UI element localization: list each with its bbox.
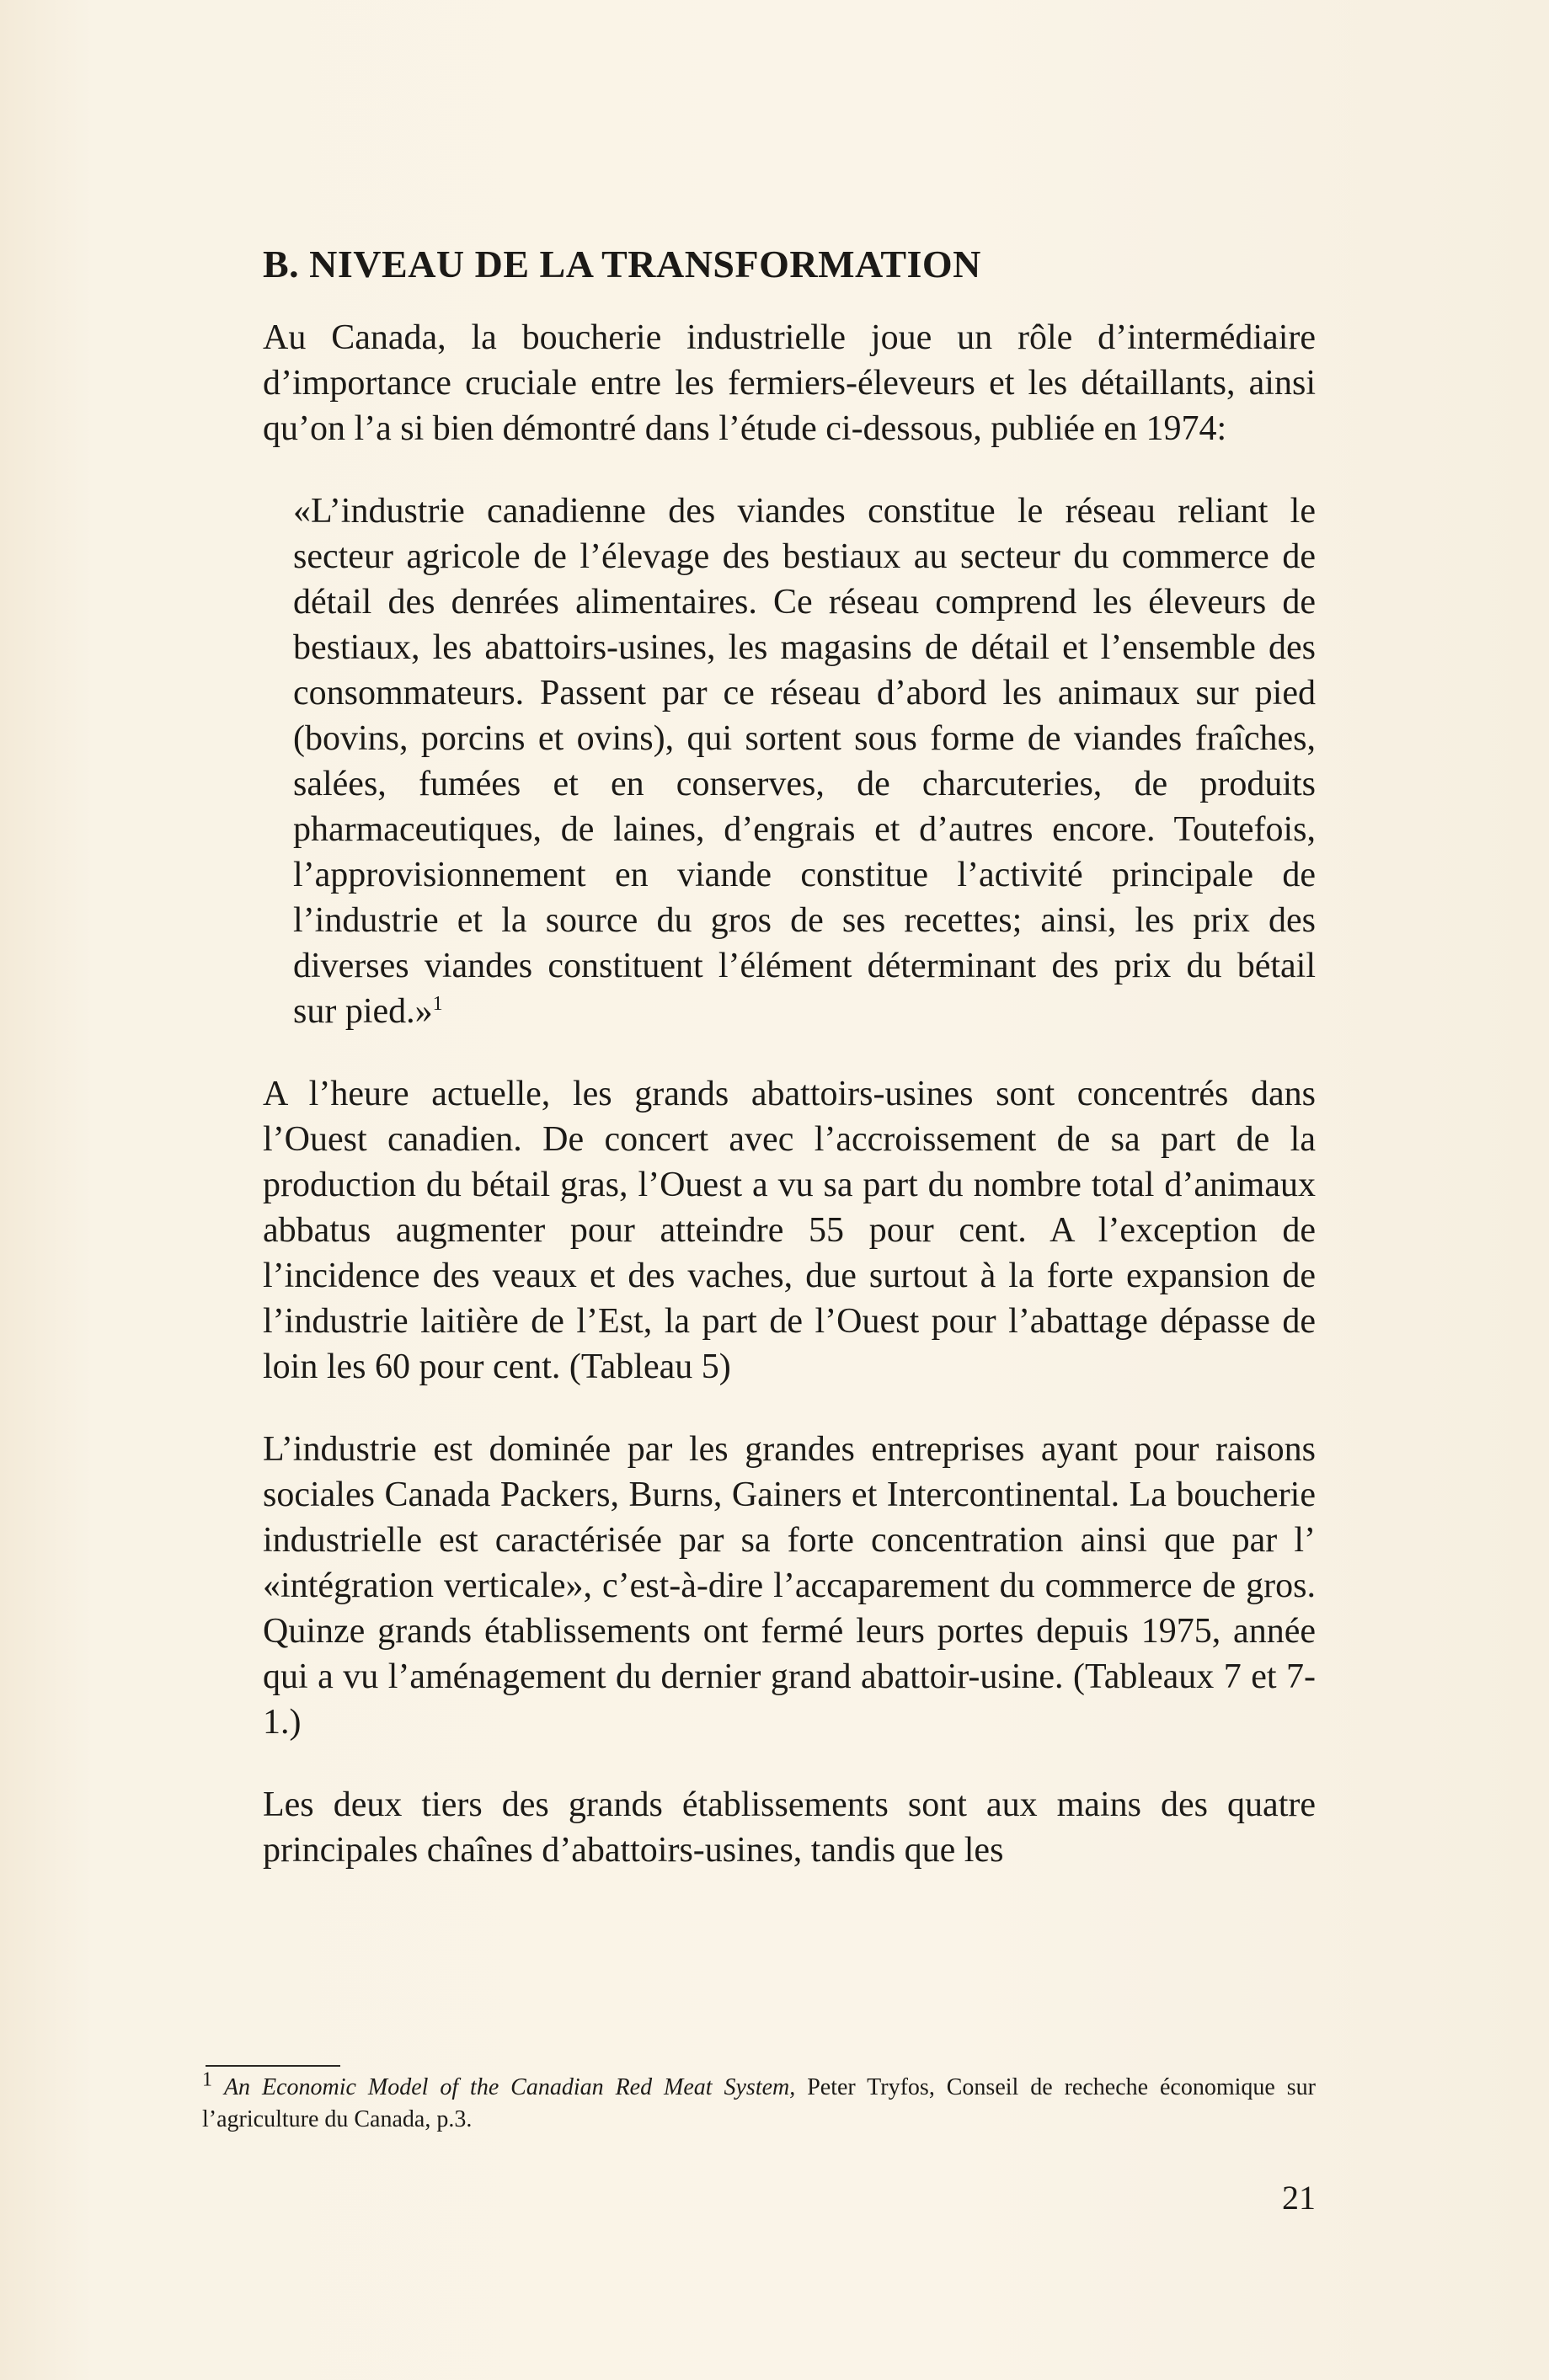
footnote-1: [202, 2068, 1317, 2136]
paragraph-establishments: Les deux tiers des grands établissements sont aux mains des quatre principales chaînes d’abattoirs-usines, tandis que les: [263, 1785, 1316, 1870]
section-heading: B. NIVEAU DE LA TRANSFORMATION: [263, 243, 981, 285]
footnotes: [202, 2065, 1316, 2136]
footnote-reference: 1: [432, 993, 443, 1015]
footnote-citation: Peter Tryfos, Conseil de recheche économique sur l’agriculture du Canada, p.3.: [202, 2074, 1317, 2132]
page-number: 21: [1282, 2179, 1316, 2217]
paragraph-industry: L’industrie est dominée par les grandes entreprises ayant pour raisons sociales Canada Packers, Burns, Gainers et Intercontinental. La boucherie industrielle est caractérisée par sa forte concentration ainsi que par l’ «intégration verticale», c’est-à-dire l’accaparement du commerce de gros. Quinze grands établissements ont fermé leurs portes depuis 1975, année qui a vu l’aménagement du dernier grand abattoir-usine. (Tableaux 7 et 7-1.): [263, 1430, 1316, 1742]
paragraph-intro: Au Canada, la boucherie industrielle joue un rôle d’intermédiaire d’importance cruciale entre les fermiers-éleveurs et les détaillants, ainsi qu’on l’a si bien démontré dans l’étude ci-dessous, publiée en 1974:: [263, 318, 1316, 448]
main-text: [263, 239, 1316, 1873]
footnote-marker: 1: [202, 2068, 212, 2091]
footnote-title: An Economic Model of the Canadian Red Meat System,: [223, 2074, 796, 2100]
paragraph-west: A l’heure actuelle, les grands abattoirs-usines sont concentrés dans l’Ouest canadien. De concert avec l’accroissement de sa part de la production du bétail gras, l’Ouest a vu sa part du nombre total d’animaux abbatus augmenter pour atteindre 55 pour cent. A l’exception de l’incidence des veaux et des vaches, due surtout à la forte expansion de l’industrie laitière de l’Est, la part de l’Ouest pour l’abattage dépasse de loin les 60 pour cent. (Tableau 5): [263, 1075, 1316, 1386]
quoted-passage: [263, 488, 1316, 1034]
quote-text: «L’industrie canadienne des viandes constitue le réseau reliant le secteur agricole de l’élevage des bestiaux au secteur du commerce de détail des denrées alimentaires. Ce réseau comprend les éleveurs de bestiaux, les abattoirs-usines, les magasins de détail et l’ensemble des consommateurs. Passent par ce réseau d’abord les animaux sur pied (bovins, porcins et ovins), qui sortent sous forme de viandes fraîches, salées, fumées et en conserves, de charcuteries, de produits pharmaceutiques, de laines, d’engrais et d’autres encore. Toutefois, l’approvisionnement en viande constitue l’activité principale de l’industrie et la source du gros de ses recettes; ainsi, les prix des diverses viandes constituent l’élément déterminant des prix du bétail sur pied.»: [293, 492, 1316, 1031]
footnote-divider: [206, 2065, 340, 2067]
